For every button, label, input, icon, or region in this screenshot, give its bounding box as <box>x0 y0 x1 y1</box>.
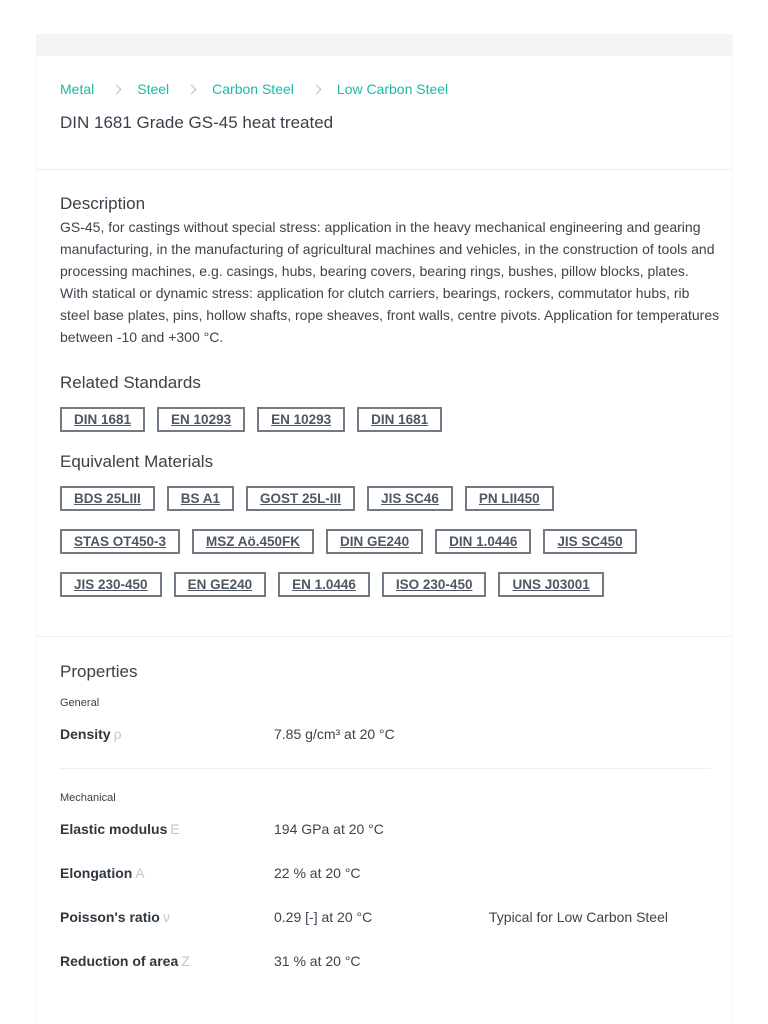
breadcrumb-steel[interactable]: Steel <box>137 81 170 97</box>
page-title: DIN 1681 Grade GS-45 heat treated <box>60 113 334 132</box>
material-tag[interactable]: STAS OT450-3 <box>60 529 180 554</box>
equivalent-materials-row <box>60 572 616 597</box>
material-tag[interactable]: EN 1.0446 <box>278 572 370 597</box>
property-symbol: ρ <box>113 726 122 742</box>
property-row-poissons-ratio <box>60 907 710 927</box>
divider <box>60 768 711 769</box>
property-symbol: E <box>170 821 180 837</box>
standard-tag[interactable]: EN 10293 <box>257 407 345 432</box>
material-tag[interactable]: DIN GE240 <box>326 529 423 554</box>
equivalent-materials-row <box>60 486 566 511</box>
material-tag[interactable]: ISO 230-450 <box>382 572 487 597</box>
header-card <box>36 56 733 170</box>
material-tag[interactable]: PN LII450 <box>465 486 554 511</box>
property-value: 22 % at 20 °C <box>274 865 361 881</box>
chevron-right-icon <box>112 84 122 94</box>
chevron-right-icon <box>187 84 197 94</box>
group-label-general: General <box>60 697 100 709</box>
description-card <box>36 170 733 637</box>
standard-tag[interactable]: EN 10293 <box>157 407 245 432</box>
property-note: Typical for Low Carbon Steel <box>489 909 668 925</box>
property-name: Elastic modulus E <box>60 821 180 837</box>
property-value: 31 % at 20 °C <box>274 953 361 969</box>
breadcrumb-metal[interactable]: Metal <box>60 81 95 97</box>
property-value: 0.29 [-] at 20 °C <box>274 909 373 925</box>
description-heading: Description <box>60 194 146 213</box>
property-symbol: Z <box>181 953 190 969</box>
standard-tag[interactable]: DIN 1681 <box>357 407 442 432</box>
property-value: 7.85 g/cm³ at 20 °C <box>274 726 395 742</box>
property-row-density <box>60 724 710 744</box>
property-row-elongation <box>60 863 710 883</box>
material-tag[interactable]: EN GE240 <box>174 572 267 597</box>
breadcrumb <box>60 80 448 98</box>
material-tag[interactable]: JIS 230-450 <box>60 572 162 597</box>
property-name: Elongation A <box>60 865 145 881</box>
properties-heading: Properties <box>60 662 138 681</box>
material-tag[interactable]: UNS J03001 <box>498 572 603 597</box>
material-tag[interactable]: DIN 1.0446 <box>435 529 531 554</box>
top-strip <box>36 34 733 56</box>
material-tag[interactable]: MSZ Aö.450FK <box>192 529 314 554</box>
property-row-elastic-modulus <box>60 819 710 839</box>
properties-card <box>36 637 733 1024</box>
property-value: 194 GPa at 20 °C <box>274 821 384 837</box>
property-name: Poisson's ratio ν <box>60 909 170 925</box>
material-tag[interactable]: JIS SC450 <box>543 529 636 554</box>
property-symbol: A <box>135 865 145 881</box>
related-standards-list <box>60 407 454 432</box>
property-name: Reduction of area Z <box>60 953 190 969</box>
group-label-mechanical: Mechanical <box>60 792 116 804</box>
related-standards-heading: Related Standards <box>60 373 201 392</box>
description-text: GS-45, for castings without special stress: application in the heavy mechanical engineering and gearing manufacturing, in the manufacturing of agricultural machines and vehicles, in the construction of tools and processing machines, e.g. casings, hubs, bearing covers, bearing rings, bushes, pillow blocks, plates. With statical or dynamic stress: application for clutch carriers, bearings, rockers, commutator hubs, rib steel base plates, pins, hollow shafts, rope sheaves, front walls, centre pivots. Application for temperatures between -10 and +300 °C. <box>60 219 720 345</box>
breadcrumb-carbon-steel[interactable]: Carbon Steel <box>212 81 294 97</box>
standard-tag[interactable]: DIN 1681 <box>60 407 145 432</box>
equivalent-materials-heading: Equivalent Materials <box>60 452 214 471</box>
chevron-right-icon <box>311 84 321 94</box>
material-tag[interactable]: BDS 25LIII <box>60 486 155 511</box>
property-row-reduction-of-area <box>60 951 710 971</box>
material-tag[interactable]: JIS SC46 <box>367 486 453 511</box>
material-tag[interactable]: GOST 25L-III <box>246 486 355 511</box>
property-symbol: ν <box>162 909 170 925</box>
breadcrumb-low-carbon-steel[interactable]: Low Carbon Steel <box>336 81 449 97</box>
equivalent-materials-row <box>60 529 649 554</box>
property-name: Density ρ <box>60 726 122 742</box>
material-tag[interactable]: BS A1 <box>167 486 234 511</box>
